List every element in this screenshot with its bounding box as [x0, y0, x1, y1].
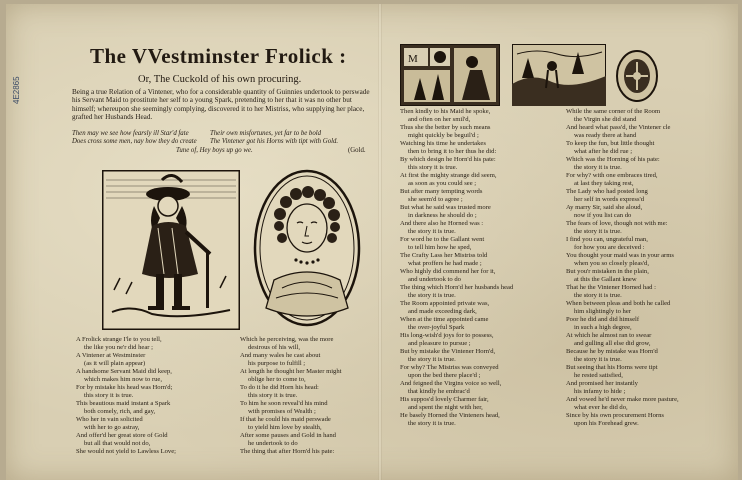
verse-line: For why? with one embraces tired, [566, 172, 658, 179]
verse-line: with promises of Wealth ; [248, 408, 316, 415]
lady-portrait-woodcut [252, 168, 362, 328]
verse-line: with her to go astray, [84, 424, 140, 431]
verse-column-2 [240, 336, 341, 456]
verse-line: his purpose to fulfill ; [248, 360, 306, 367]
verse-couplet-right: Their own misfortunes, yet far to be bold The Vintener got his Horns with tipt with Gold. [210, 130, 339, 146]
verse-line: what ever he did do, [574, 404, 628, 411]
verse-line: But seeing that his Horns were tipt [566, 364, 658, 371]
verse-line: For word he to the Gallant went [400, 236, 485, 243]
verse-line: this story it is true. [84, 392, 134, 399]
verse-line: now if you list can do [574, 212, 632, 219]
verse-line: Which he perceiving, was the more [240, 336, 334, 343]
verse-line: But after many tempting words [400, 188, 483, 195]
verse-line: his infamy to hide ; [574, 388, 626, 395]
landscape-woodcut [512, 44, 606, 106]
verse-line: the story it is true. [408, 356, 456, 363]
verse-line: oblige her to come to, [248, 376, 306, 383]
verse-line: Then kindly to his Maid he spoke, [400, 108, 491, 115]
verse-line: Thus she the better by such means [400, 124, 491, 131]
verse-line: Ay marry Sir, said she aloud, [566, 204, 643, 211]
verse-line: when you so closely pleas'd, [574, 260, 649, 267]
verse-line: was ready there at hand [574, 132, 637, 139]
verse-line: And many wales he cast about [240, 352, 321, 359]
verse-line: This beautious maid instant a Spark [76, 400, 171, 407]
verse-line: in such a high degree, [574, 324, 632, 331]
ballad-subtitle: Or, The Cuckold of his own procuring. [138, 74, 302, 85]
verse-line: Because he by mistake was Horn'd [566, 348, 658, 355]
verse-line: the story it is true. [574, 356, 622, 363]
verse-line: the over-joyful Spark [408, 324, 465, 331]
verse-line: A handsome Servant Maid did keep, [76, 368, 172, 375]
verse-line: The fears of love, though not with me: [566, 220, 668, 227]
verse-line: At length he thought her Master might [240, 368, 342, 375]
verse-line: The Room appointed private was, [400, 300, 490, 307]
verse-line: that kindly he embrac'd [408, 388, 470, 395]
small-scene-woodcut [400, 44, 500, 106]
verse-line: Who her in vain solicited [76, 416, 143, 423]
verse-line: and spent the night with her, [408, 404, 483, 411]
verse-line: the story it is true. [574, 292, 622, 299]
ballad-description: Being a true Relation of a Vintener, who for a considerable quantity of Guinnies undertook to perswade his Servant Maid to prostitute her self to a young Spark, pretending to her that it was no other but himself; whereupon she seemingly complying, discovered it to her Mistriss, who supplying her place, grafted her Husbands Head. [72, 88, 370, 122]
verse-line: By which design he Horn'd his pate: [400, 156, 496, 163]
marginal-inscription: 4E2865 [12, 76, 21, 104]
verse-line: And there also he Horned was : [400, 220, 484, 227]
center-fold [378, 4, 382, 480]
verse-line: he rested satisfied, [574, 372, 623, 379]
verse-line: And heard what pass'd, the Vintener cle [566, 124, 671, 131]
tune-direction: Tune of, Hey boys up go we. [176, 147, 253, 154]
verse-line: The Crafty Lass her Mistriss told [400, 252, 488, 259]
ballad-title: The VVestminster Frolick : [90, 44, 347, 68]
verse-line: She would not yield to Lawless Love; [76, 448, 176, 455]
verse-column-4 [566, 108, 679, 428]
verse-line: At first the mighty strange did seem, [400, 172, 497, 179]
verse-line: For by mistake his head was Horn'd; [76, 384, 173, 391]
verse-line: what after he did rue ; [574, 148, 633, 155]
verse-line: but all that would not do, [84, 440, 151, 447]
verse-line: upon the bed there place'd ; [408, 372, 481, 379]
verse-line: Watching his time he undertakes [400, 140, 486, 147]
verse-line: When between pleas and both he called [566, 300, 671, 307]
verse-line: which makes him now to rue, [84, 376, 163, 383]
verse-line: and made exceeding dark, [408, 308, 477, 315]
verse-line: the story it is true. [574, 228, 622, 235]
verse-line: upon his Forehead grew. [574, 420, 639, 427]
verse-line: Since by his own procurement Horns [566, 412, 664, 419]
verse-line: That he the Vintener Horned had : [566, 284, 656, 291]
verse-line: The thing which Horn'd her husbands head [400, 284, 514, 291]
verse-line: as soon as you could see ; [408, 180, 477, 187]
verse-line: the story it is true. [574, 164, 622, 171]
verse-line: the story it is true. [408, 228, 456, 235]
verse-line: the like you ne'r did hear ; [84, 344, 153, 351]
verse-line: To do it he did Horn his head: [240, 384, 319, 391]
verse-line: the story it is true. [408, 292, 456, 299]
verse-line: he undertook to do [248, 440, 298, 447]
verse-line: The Lady who had posted long [566, 188, 648, 195]
verse-line: to yield him love by stealth, [248, 424, 322, 431]
verse-line: for how you are deceived : [574, 244, 645, 251]
verse-line: Who highly did commend her for it, [400, 268, 496, 275]
verse-line: the Virgin she did stand [574, 116, 637, 123]
verse-line: and pleasure to pursue ; [408, 340, 471, 347]
verse-line: But you'r mistaken in the plain, [566, 268, 649, 275]
verse-line: While the same corner of the Room [566, 108, 661, 115]
verse-line: her self in words express'd [574, 196, 645, 203]
verse-column-3 [400, 108, 513, 428]
verse-line: Which was the Horning of his pate: [566, 156, 660, 163]
svg-text:M: M [408, 53, 418, 65]
verse-line: and undertook to do [408, 276, 461, 283]
verse-line: But by mistake the Vintener Horn'd, [400, 348, 496, 355]
verse-line: and gulling all else did grow, [574, 340, 651, 347]
verse-line: When at the time appointed came [400, 316, 489, 323]
verse-line: in darkness he should do ; [408, 212, 477, 219]
verse-line: To him he soon reveal'd his mind [240, 400, 328, 407]
verse-line: and often on her smil'd, [408, 116, 471, 123]
verse-line: And offer'd her great store of Gold [76, 432, 168, 439]
verse-line: she seem'd to agree ; [408, 196, 463, 203]
verse-line: to tell him how he sped, [408, 244, 472, 251]
verse-line: And promised her instantly [566, 380, 638, 387]
verse-line: at last they taking rest, [574, 180, 634, 187]
verse-line: this story it is true. [248, 392, 298, 399]
verse-line: I find you can, ungrateful man, [566, 236, 648, 243]
verse-line: To keep the fun, but little thought [566, 140, 655, 147]
ornament-woodcut [614, 48, 660, 104]
verse-line: what proffers he had made ; [408, 260, 482, 267]
verse-line: desirous of his will, [248, 344, 301, 351]
verse-line: And feigned the Virgins voice so well, [400, 380, 502, 387]
verse-line: at this the Gallant knew [574, 276, 637, 283]
verse-line: After some pauses and Gold in hand [240, 432, 336, 439]
verse-line: A Frolick strange I'le to you tell, [76, 336, 162, 343]
verse-couplet-left: Then may we see how fearsly ill Star'd fate Does cross some men, nay how they do create [72, 130, 197, 146]
verse-line: Poor he did and did himself [566, 316, 640, 323]
verse-line: At which he almost ran to swear [566, 332, 652, 339]
verse-line: And vowed he'd never make more pasture, [566, 396, 679, 403]
verse-line: But what he said was trusted more [400, 204, 491, 211]
gentleman-woodcut [102, 170, 240, 330]
verse-line: You thought your maid was in your arms [566, 252, 674, 259]
verse-line: might quickly be beguil'd ; [408, 132, 479, 139]
verse-line: The thing that after Horn'd his pate: [240, 448, 335, 455]
verse-line: His suppos'd lovely Charmer fair, [400, 396, 489, 403]
tune-note: (Gold. [348, 147, 366, 154]
verse-line: then to bring it to her thus he did: [408, 148, 497, 155]
verse-line: him slightingly to her [574, 308, 631, 315]
verse-line: A Vintener at Westminster [76, 352, 146, 359]
verse-line: He basely Horned the Vinteners head, [400, 412, 500, 419]
verse-line: For why? The Mistriss was conveyed [400, 364, 499, 371]
verse-line: If that he could his maid perswade [240, 416, 331, 423]
verse-line: this story it is true. [408, 164, 458, 171]
verse-line: (as it will plain appear) [84, 360, 146, 367]
verse-line: both comely, rich, and gay, [84, 408, 156, 415]
verse-line: His long-wish'd joys for to possess, [400, 332, 494, 339]
verse-line: the story it is true. [408, 420, 456, 427]
verse-column-1 [76, 336, 176, 456]
